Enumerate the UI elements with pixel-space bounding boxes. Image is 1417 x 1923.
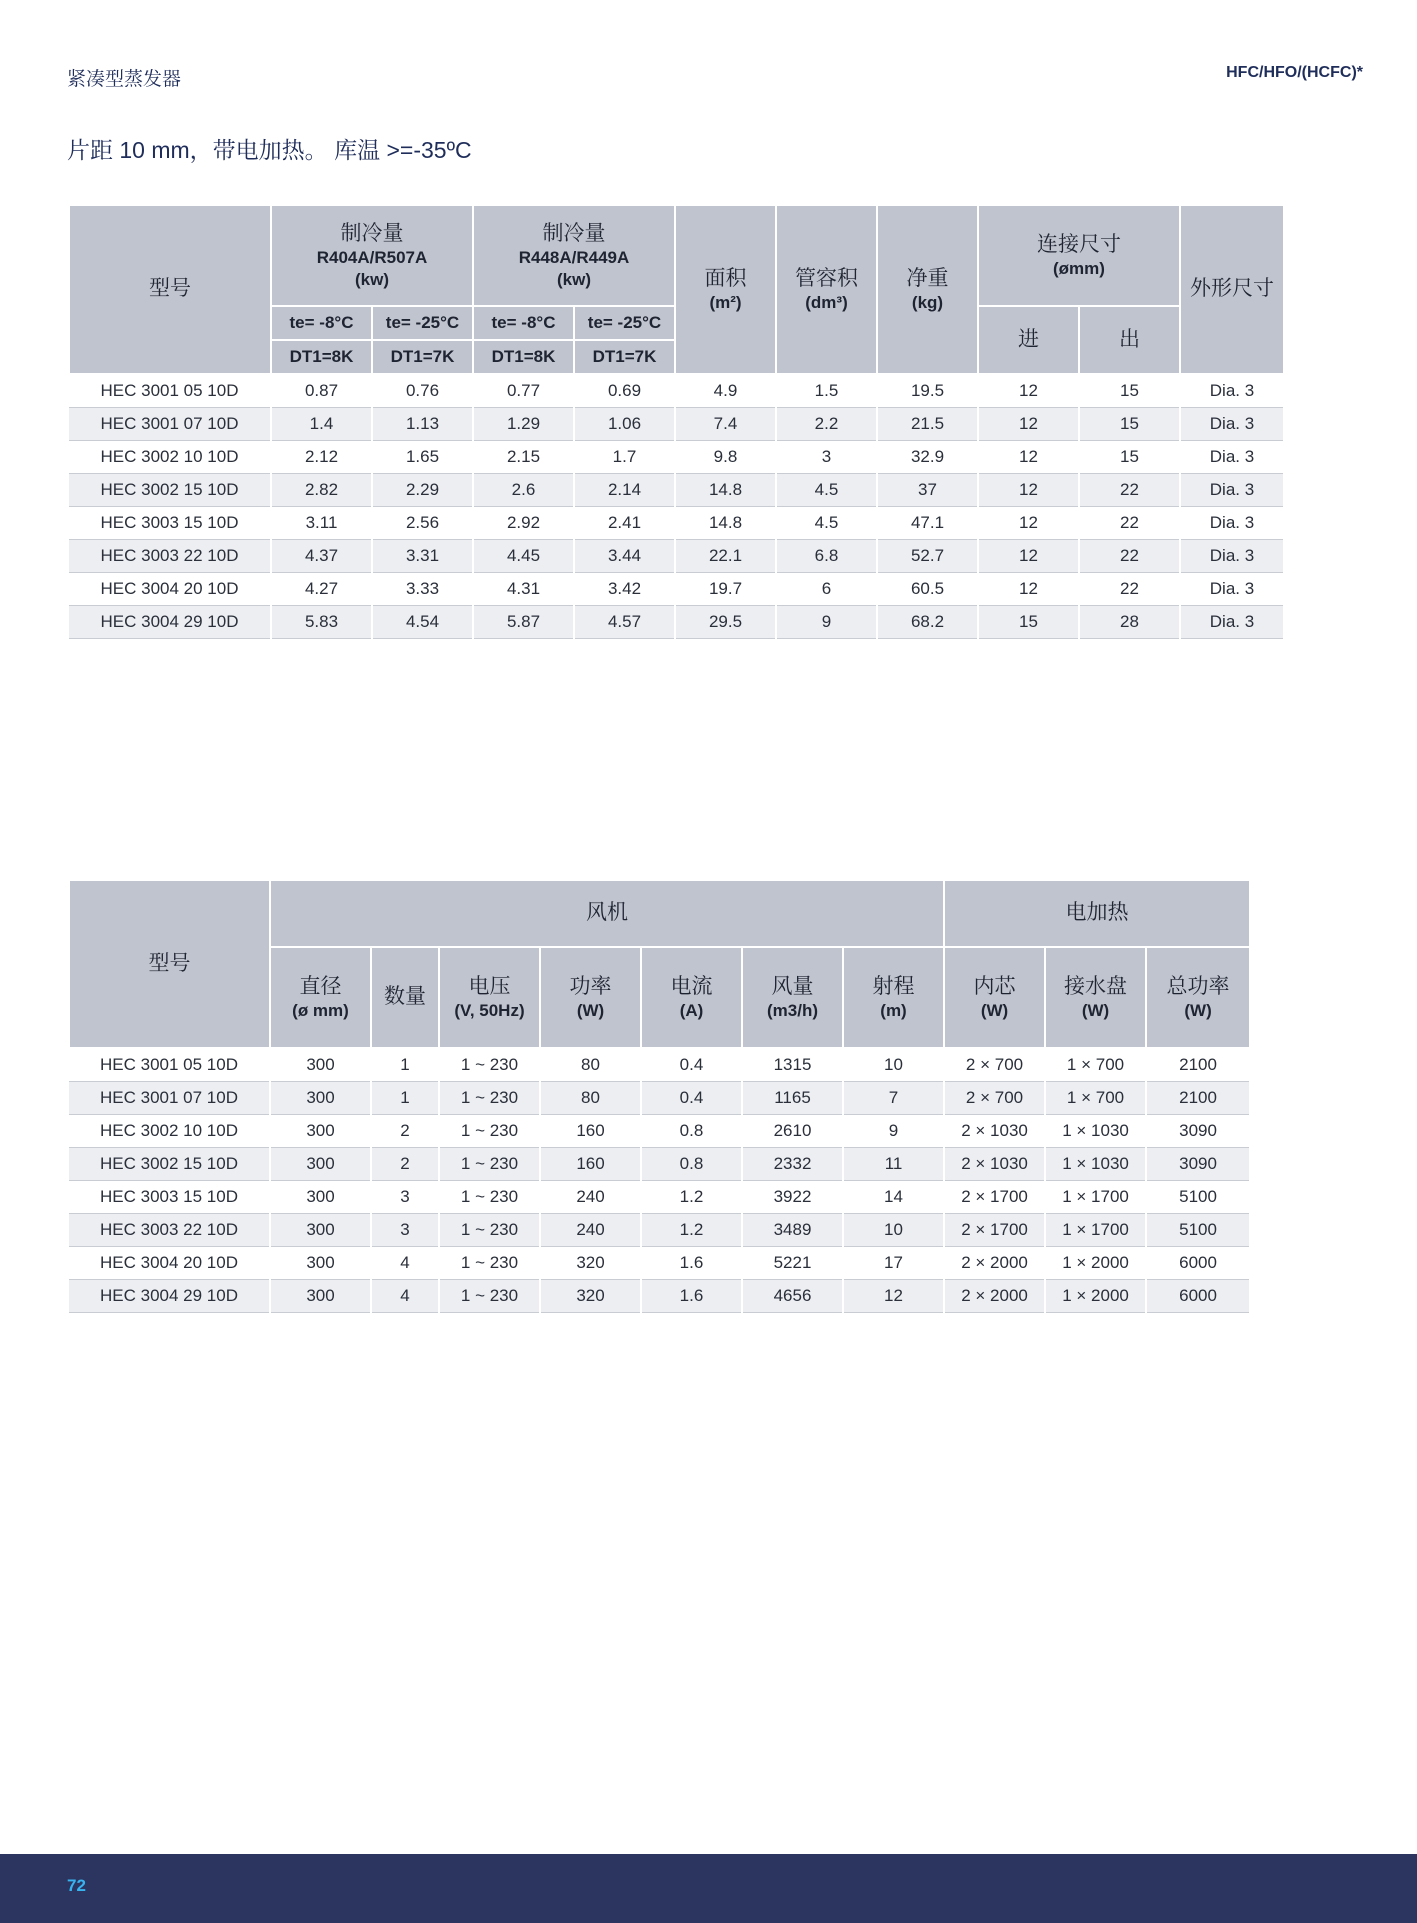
table-cell: 2.14 bbox=[574, 474, 675, 507]
th2-col: 风量 (m3/h) bbox=[742, 947, 843, 1048]
table-cell: 4.45 bbox=[473, 540, 574, 573]
table-row bbox=[69, 507, 1284, 540]
table-row bbox=[69, 408, 1284, 441]
th-te-r404a-8: te= -8°C bbox=[271, 306, 372, 340]
table-cell: 1.6 bbox=[641, 1247, 742, 1280]
table-cell: 1165 bbox=[742, 1082, 843, 1115]
table-cell: 2.56 bbox=[372, 507, 473, 540]
table-cell: 1 × 700 bbox=[1045, 1048, 1146, 1082]
table-cell: 9 bbox=[776, 606, 877, 639]
th2-col: 电压 (V, 50Hz) bbox=[439, 947, 540, 1048]
table-cell: 300 bbox=[270, 1247, 371, 1280]
table-cell: 1 ~ 230 bbox=[439, 1247, 540, 1280]
th-dt-r448a-8: DT1=8K bbox=[473, 340, 574, 374]
th2-col: 数量 bbox=[371, 947, 439, 1048]
table-cell: 6.8 bbox=[776, 540, 877, 573]
table-cell: 32.9 bbox=[877, 441, 978, 474]
table-row bbox=[69, 1048, 1250, 1082]
table-cell: 15 bbox=[1079, 441, 1180, 474]
table-cell: 240 bbox=[540, 1181, 641, 1214]
model-cell: HEC 3004 29 10D bbox=[69, 1280, 270, 1313]
table-cell: 5221 bbox=[742, 1247, 843, 1280]
th-capacity-r404a: 制冷量 R404A/R507A (kw) bbox=[271, 205, 473, 306]
table-cell: 320 bbox=[540, 1247, 641, 1280]
table-cell: 14.8 bbox=[675, 507, 776, 540]
table-cell: 1.29 bbox=[473, 408, 574, 441]
table-cell: 14 bbox=[843, 1181, 944, 1214]
table-cell: Dia. 3 bbox=[1180, 507, 1284, 540]
th2-col: 电流 (A) bbox=[641, 947, 742, 1048]
model-cell: HEC 3001 05 10D bbox=[69, 374, 271, 408]
table-cell: 0.76 bbox=[372, 374, 473, 408]
model-cell: HEC 3004 20 10D bbox=[69, 573, 271, 606]
th-dimensions: 外形尺寸 bbox=[1180, 205, 1284, 374]
th-te-r448a-25: te= -25°C bbox=[574, 306, 675, 340]
table-cell: 12 bbox=[978, 374, 1079, 408]
table-cell: 21.5 bbox=[877, 408, 978, 441]
table-cell: 47.1 bbox=[877, 507, 978, 540]
table-row bbox=[69, 1148, 1250, 1181]
table-cell: 160 bbox=[540, 1115, 641, 1148]
table-cell: 1.7 bbox=[574, 441, 675, 474]
table-row bbox=[69, 540, 1284, 573]
table-cell: 1 bbox=[371, 1048, 439, 1082]
table-cell: 0.4 bbox=[641, 1048, 742, 1082]
table-cell: 3090 bbox=[1146, 1115, 1250, 1148]
table-cell: 4.54 bbox=[372, 606, 473, 639]
th2-col: 功率 (W) bbox=[540, 947, 641, 1048]
table-cell: 3.44 bbox=[574, 540, 675, 573]
table-row bbox=[69, 1181, 1250, 1214]
table-cell: 52.7 bbox=[877, 540, 978, 573]
table-row bbox=[69, 374, 1284, 408]
table-cell: 3 bbox=[371, 1214, 439, 1247]
table-cell: 1 × 1700 bbox=[1045, 1214, 1146, 1247]
table-cell: 0.4 bbox=[641, 1082, 742, 1115]
th-conn-in: 进 bbox=[978, 306, 1079, 374]
table-cell: 22 bbox=[1079, 540, 1180, 573]
table-cell: 80 bbox=[540, 1048, 641, 1082]
section-subtitle: 片距 10 mm，带电加热。 库温 >=-35ºC bbox=[67, 137, 472, 163]
model-cell: HEC 3001 05 10D bbox=[69, 1048, 270, 1082]
table-cell: 4656 bbox=[742, 1280, 843, 1313]
table-cell: 240 bbox=[540, 1214, 641, 1247]
model-cell: HEC 3003 22 10D bbox=[69, 540, 271, 573]
page-footer bbox=[0, 1854, 1417, 1923]
header-refrigerants: HFC/HFO/(HCFC)* bbox=[1226, 64, 1363, 81]
model-cell: HEC 3002 15 10D bbox=[69, 474, 271, 507]
table-cell: 3.33 bbox=[372, 573, 473, 606]
table-cell: 12 bbox=[978, 441, 1079, 474]
model-cell: HEC 3003 15 10D bbox=[69, 507, 271, 540]
table-cell: 3.31 bbox=[372, 540, 473, 573]
table-cell: 9 bbox=[843, 1115, 944, 1148]
table-cell: 15 bbox=[978, 606, 1079, 639]
th-dt-r404a-8: DT1=8K bbox=[271, 340, 372, 374]
fan-heater-table bbox=[68, 879, 1251, 1313]
table-cell: 4 bbox=[371, 1247, 439, 1280]
table-cell: 2.29 bbox=[372, 474, 473, 507]
table-cell: 2.12 bbox=[271, 441, 372, 474]
table-cell: 2 bbox=[371, 1115, 439, 1148]
table-cell: 2 × 2000 bbox=[944, 1247, 1045, 1280]
table-cell: 1 × 2000 bbox=[1045, 1247, 1146, 1280]
model-cell: HEC 3002 15 10D bbox=[69, 1148, 270, 1181]
table-cell: 28 bbox=[1079, 606, 1180, 639]
table-cell: 1 × 700 bbox=[1045, 1082, 1146, 1115]
model-cell: HEC 3004 20 10D bbox=[69, 1247, 270, 1280]
table-cell: 1.6 bbox=[641, 1280, 742, 1313]
table-cell: 12 bbox=[978, 474, 1079, 507]
table-cell: 6000 bbox=[1146, 1280, 1250, 1313]
th-net-weight: 净重 (kg) bbox=[877, 205, 978, 374]
table-row bbox=[69, 1082, 1250, 1115]
table-cell: 1 × 1030 bbox=[1045, 1148, 1146, 1181]
table-cell: 2 × 1030 bbox=[944, 1115, 1045, 1148]
model-cell: HEC 3001 07 10D bbox=[69, 408, 271, 441]
table-cell: 10 bbox=[843, 1048, 944, 1082]
table-cell: 300 bbox=[270, 1115, 371, 1148]
table-cell: 1 × 1030 bbox=[1045, 1115, 1146, 1148]
table-cell: 12 bbox=[843, 1280, 944, 1313]
table-cell: 3090 bbox=[1146, 1148, 1250, 1181]
capacity-table bbox=[68, 204, 1285, 639]
table-cell: 22.1 bbox=[675, 540, 776, 573]
table-cell: 1 ~ 230 bbox=[439, 1082, 540, 1115]
table-row bbox=[69, 606, 1284, 639]
table-cell: 3489 bbox=[742, 1214, 843, 1247]
table-cell: 1 ~ 230 bbox=[439, 1115, 540, 1148]
table-row bbox=[69, 1247, 1250, 1280]
table-cell: 9.8 bbox=[675, 441, 776, 474]
table-cell: 2 bbox=[371, 1148, 439, 1181]
table-row bbox=[69, 1280, 1250, 1313]
table-cell: 3.42 bbox=[574, 573, 675, 606]
table-cell: 1 ~ 230 bbox=[439, 1181, 540, 1214]
table-row bbox=[69, 474, 1284, 507]
th2-col: 总功率 (W) bbox=[1146, 947, 1250, 1048]
table-cell: 2.15 bbox=[473, 441, 574, 474]
table-cell: 1.13 bbox=[372, 408, 473, 441]
table-cell: 1315 bbox=[742, 1048, 843, 1082]
table-cell: 1.2 bbox=[641, 1214, 742, 1247]
th-te-r404a-25: te= -25°C bbox=[372, 306, 473, 340]
table-cell: 1.06 bbox=[574, 408, 675, 441]
table-cell: 2 × 1030 bbox=[944, 1148, 1045, 1181]
table-cell: 2610 bbox=[742, 1115, 843, 1148]
table-cell: 2.2 bbox=[776, 408, 877, 441]
table-cell: 0.69 bbox=[574, 374, 675, 408]
table-cell: 2 × 1700 bbox=[944, 1181, 1045, 1214]
model-cell: HEC 3003 15 10D bbox=[69, 1181, 270, 1214]
table-cell: 22 bbox=[1079, 474, 1180, 507]
header-title: 紧凑型蒸发器 bbox=[67, 69, 182, 90]
model-cell: HEC 3001 07 10D bbox=[69, 1082, 270, 1115]
table-cell: 0.8 bbox=[641, 1148, 742, 1181]
table-cell: 2332 bbox=[742, 1148, 843, 1181]
table-cell: 5.87 bbox=[473, 606, 574, 639]
table-cell: 68.2 bbox=[877, 606, 978, 639]
table-cell: 19.5 bbox=[877, 374, 978, 408]
th2-heater: 电加热 bbox=[944, 880, 1250, 947]
table-cell: 15 bbox=[1079, 408, 1180, 441]
th2-col: 内芯 (W) bbox=[944, 947, 1045, 1048]
table-cell: 1 ~ 230 bbox=[439, 1280, 540, 1313]
table-cell: Dia. 3 bbox=[1180, 573, 1284, 606]
table-cell: 5.83 bbox=[271, 606, 372, 639]
table-cell: 2.6 bbox=[473, 474, 574, 507]
th-connection: 连接尺寸 (ømm) bbox=[978, 205, 1180, 306]
table-cell: 300 bbox=[270, 1280, 371, 1313]
table-cell: 4.9 bbox=[675, 374, 776, 408]
table-cell: 5100 bbox=[1146, 1181, 1250, 1214]
table-cell: 1 × 2000 bbox=[1045, 1280, 1146, 1313]
th2-col: 接水盘 (W) bbox=[1045, 947, 1146, 1048]
table-cell: 60.5 bbox=[877, 573, 978, 606]
th-dt-r448a-7: DT1=7K bbox=[574, 340, 675, 374]
th-model: 型号 bbox=[69, 205, 271, 374]
table-cell: 1 ~ 230 bbox=[439, 1148, 540, 1181]
table-cell: 1.5 bbox=[776, 374, 877, 408]
th-capacity-r448a: 制冷量 R448A/R449A (kw) bbox=[473, 205, 675, 306]
table-cell: 22 bbox=[1079, 507, 1180, 540]
table-row bbox=[69, 573, 1284, 606]
table-cell: Dia. 3 bbox=[1180, 474, 1284, 507]
table-cell: 11 bbox=[843, 1148, 944, 1181]
table-cell: 1 ~ 230 bbox=[439, 1214, 540, 1247]
table-cell: 5100 bbox=[1146, 1214, 1250, 1247]
th-area: 面积 (m²) bbox=[675, 205, 776, 374]
table-cell: 2.41 bbox=[574, 507, 675, 540]
table-cell: 14.8 bbox=[675, 474, 776, 507]
table-cell: 4.57 bbox=[574, 606, 675, 639]
table-cell: 1 bbox=[371, 1082, 439, 1115]
table-cell: 12 bbox=[978, 573, 1079, 606]
table-cell: 1 × 1700 bbox=[1045, 1181, 1146, 1214]
table-cell: 2 × 700 bbox=[944, 1048, 1045, 1082]
table-cell: 300 bbox=[270, 1181, 371, 1214]
table-cell: Dia. 3 bbox=[1180, 606, 1284, 639]
th2-model: 型号 bbox=[69, 880, 270, 1048]
table-cell: 0.87 bbox=[271, 374, 372, 408]
table-cell: 1.2 bbox=[641, 1181, 742, 1214]
table-cell: 160 bbox=[540, 1148, 641, 1181]
table-cell: 4 bbox=[371, 1280, 439, 1313]
table-cell: 10 bbox=[843, 1214, 944, 1247]
table-cell: 4.27 bbox=[271, 573, 372, 606]
table-cell: 6000 bbox=[1146, 1247, 1250, 1280]
table-cell: 4.37 bbox=[271, 540, 372, 573]
table-cell: 12 bbox=[978, 507, 1079, 540]
th2-fan: 风机 bbox=[270, 880, 944, 947]
table-cell: 12 bbox=[978, 540, 1079, 573]
table-cell: 19.7 bbox=[675, 573, 776, 606]
th-tube-volume: 管容积 (dm³) bbox=[776, 205, 877, 374]
th-te-r448a-8: te= -8°C bbox=[473, 306, 574, 340]
model-cell: HEC 3003 22 10D bbox=[69, 1214, 270, 1247]
table-cell: 4.31 bbox=[473, 573, 574, 606]
table-cell: Dia. 3 bbox=[1180, 374, 1284, 408]
model-cell: HEC 3004 29 10D bbox=[69, 606, 271, 639]
table-cell: 1.4 bbox=[271, 408, 372, 441]
table-cell: 2100 bbox=[1146, 1048, 1250, 1082]
table-cell: 4.5 bbox=[776, 507, 877, 540]
table-cell: 1 ~ 230 bbox=[439, 1048, 540, 1082]
table-cell: 320 bbox=[540, 1280, 641, 1313]
th2-col: 射程 (m) bbox=[843, 947, 944, 1048]
table-cell: 2.82 bbox=[271, 474, 372, 507]
th-conn-out: 出 bbox=[1079, 306, 1180, 374]
table-row bbox=[69, 1214, 1250, 1247]
table-cell: Dia. 3 bbox=[1180, 441, 1284, 474]
table-cell: Dia. 3 bbox=[1180, 408, 1284, 441]
table-cell: 3.11 bbox=[271, 507, 372, 540]
table-cell: 300 bbox=[270, 1214, 371, 1247]
table-cell: 0.77 bbox=[473, 374, 574, 408]
table-row bbox=[69, 1115, 1250, 1148]
table-cell: 2 × 2000 bbox=[944, 1280, 1045, 1313]
table-cell: 2 × 700 bbox=[944, 1082, 1045, 1115]
table-cell: 6 bbox=[776, 573, 877, 606]
model-cell: HEC 3002 10 10D bbox=[69, 1115, 270, 1148]
table-cell: 2.92 bbox=[473, 507, 574, 540]
table-cell: 80 bbox=[540, 1082, 641, 1115]
table-cell: 29.5 bbox=[675, 606, 776, 639]
table-cell: 3922 bbox=[742, 1181, 843, 1214]
table-cell: 12 bbox=[978, 408, 1079, 441]
table-cell: 300 bbox=[270, 1048, 371, 1082]
model-cell: HEC 3002 10 10D bbox=[69, 441, 271, 474]
table-cell: 17 bbox=[843, 1247, 944, 1280]
table-cell: 3 bbox=[371, 1181, 439, 1214]
table-cell: 0.8 bbox=[641, 1115, 742, 1148]
table-cell: 300 bbox=[270, 1148, 371, 1181]
table-cell: 2100 bbox=[1146, 1082, 1250, 1115]
table-cell: 300 bbox=[270, 1082, 371, 1115]
th-dt-r404a-7: DT1=7K bbox=[372, 340, 473, 374]
th2-col: 直径 (ø mm) bbox=[270, 947, 371, 1048]
table-cell: 15 bbox=[1079, 374, 1180, 408]
table-cell: 7 bbox=[843, 1082, 944, 1115]
table-cell: 3 bbox=[776, 441, 877, 474]
table-cell: 2 × 1700 bbox=[944, 1214, 1045, 1247]
table-cell: 1.65 bbox=[372, 441, 473, 474]
table-cell: 22 bbox=[1079, 573, 1180, 606]
table-cell: 4.5 bbox=[776, 474, 877, 507]
table-row bbox=[69, 441, 1284, 474]
table-cell: 37 bbox=[877, 474, 978, 507]
table-cell: Dia. 3 bbox=[1180, 540, 1284, 573]
page-number: 72 bbox=[67, 1876, 86, 1895]
table-cell: 7.4 bbox=[675, 408, 776, 441]
